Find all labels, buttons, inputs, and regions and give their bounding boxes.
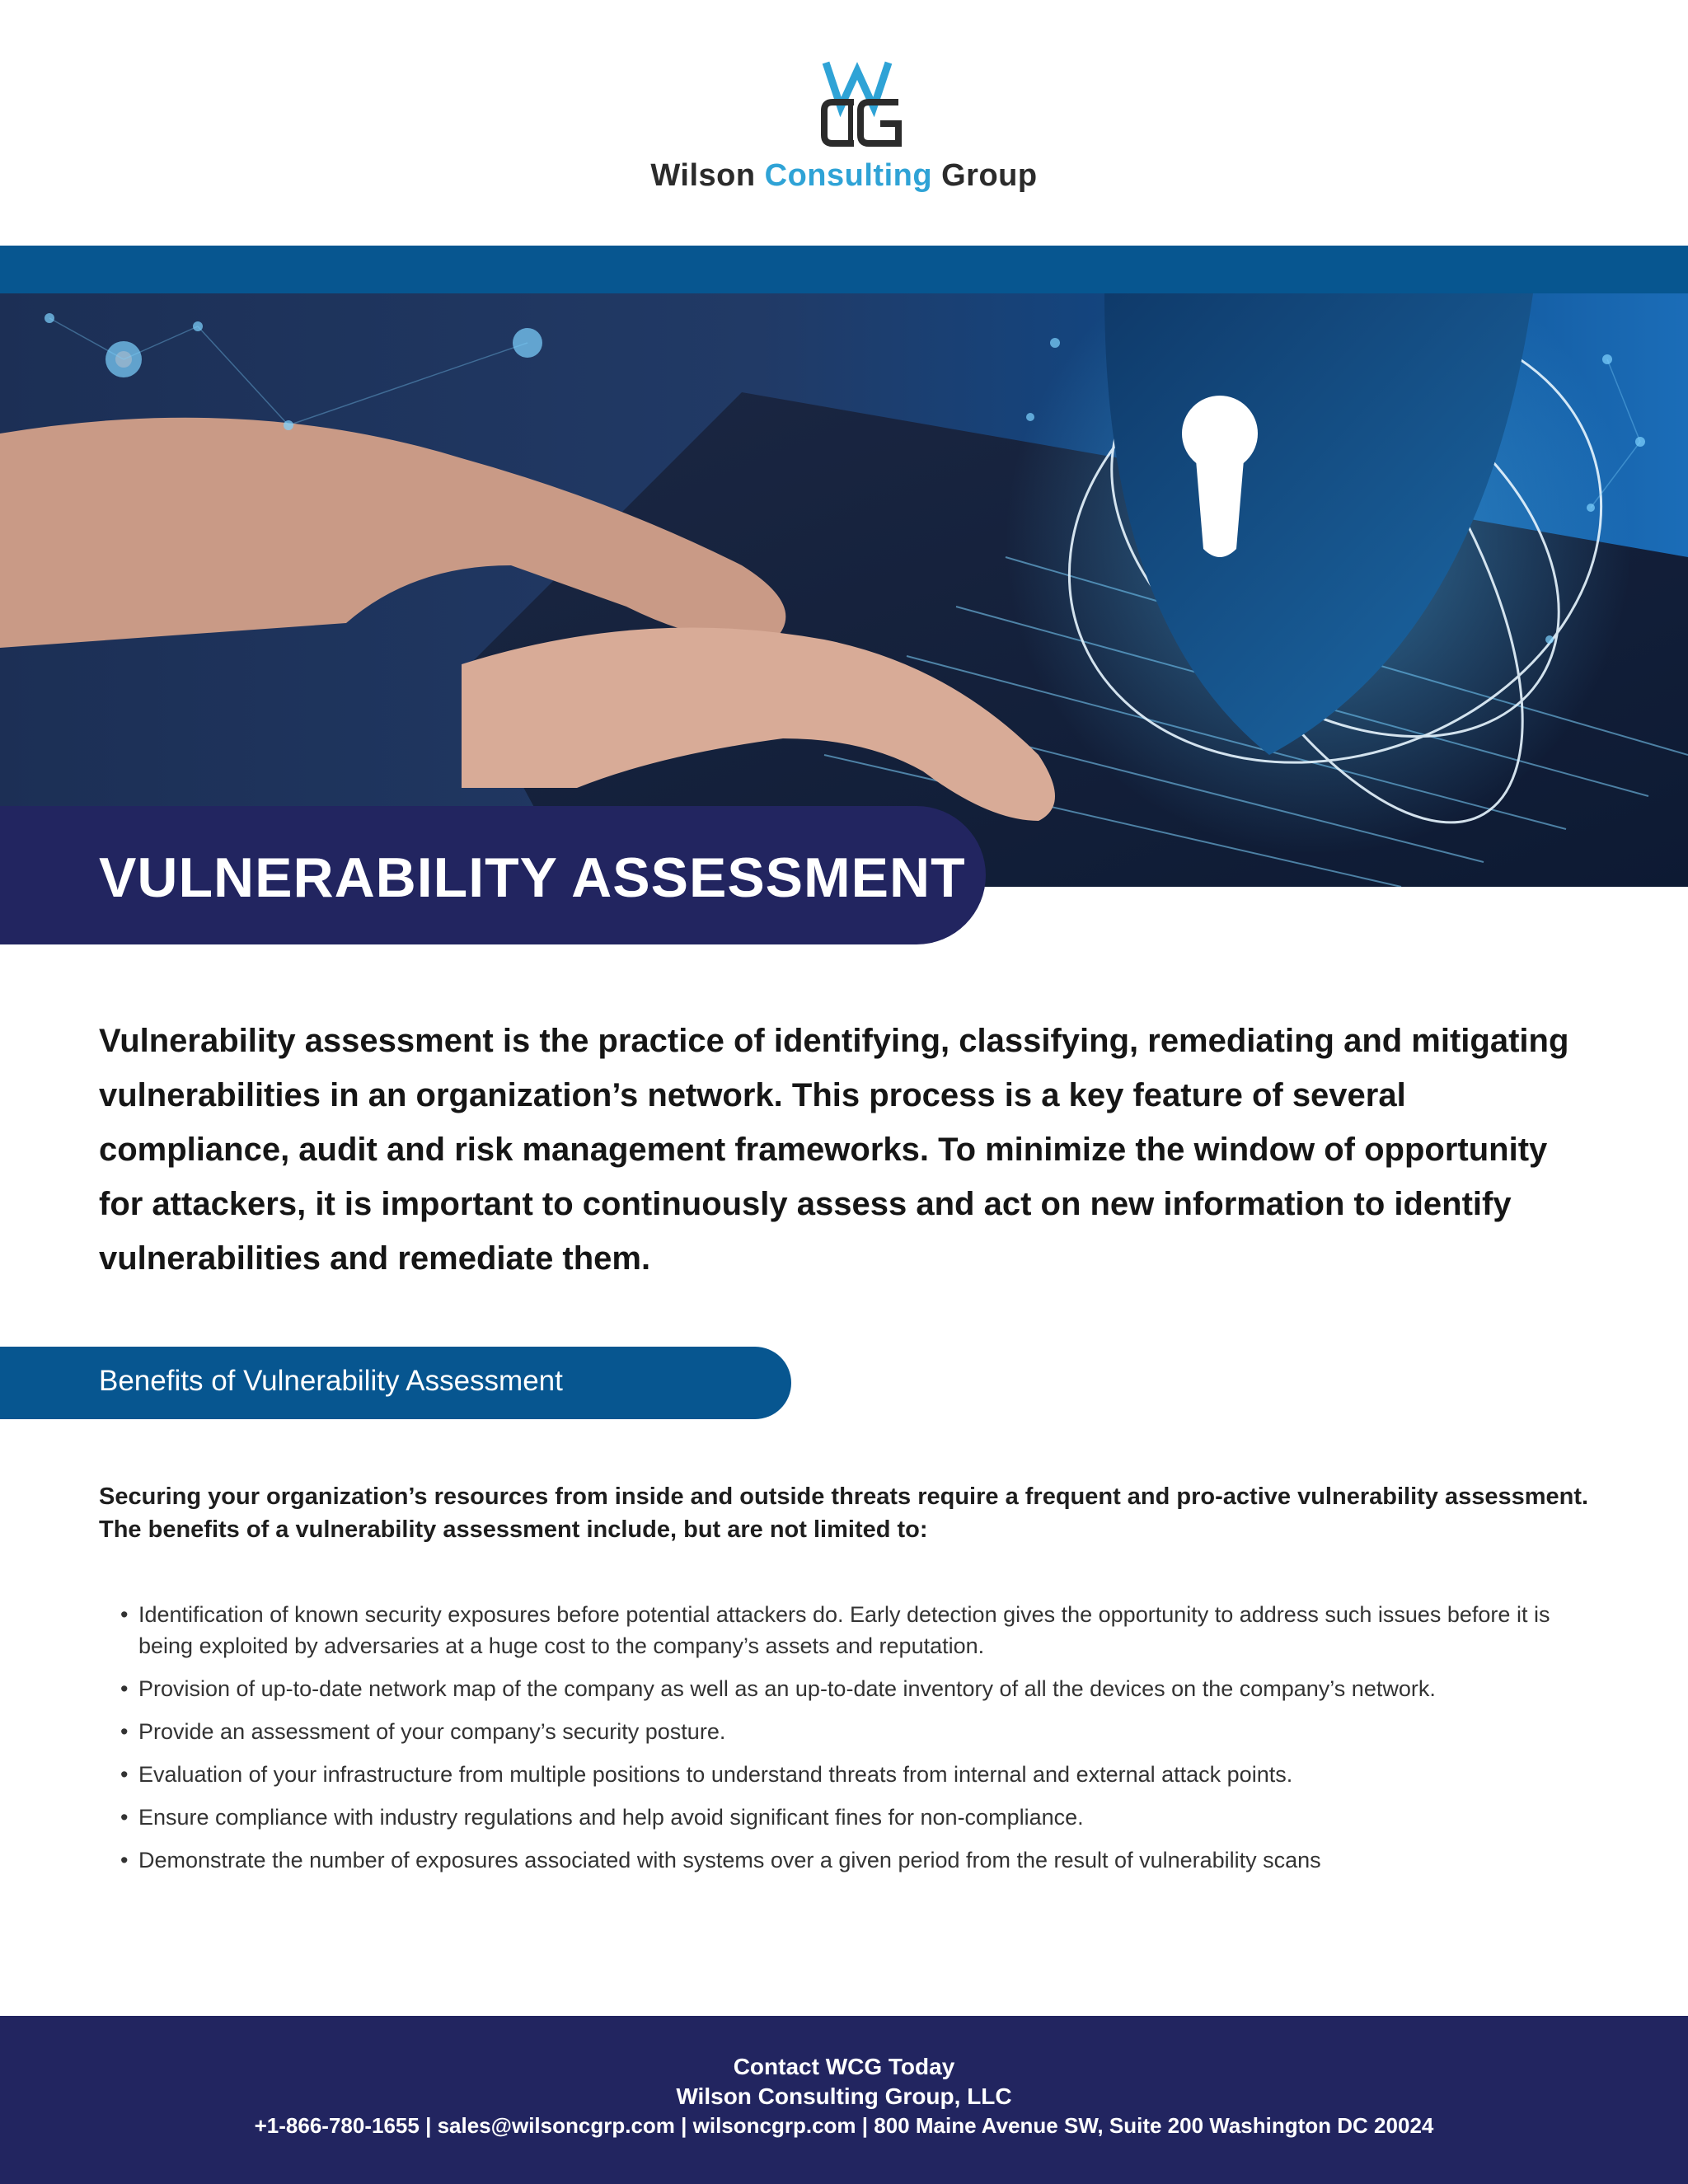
footer-company-name: Wilson Consulting Group, LLC [676,2083,1012,2109]
footer-contact-details: +1-866-780-1655 | sales@wilsoncgrp.com | wilsoncgrp.com | 800 Maine Avenue SW, Suite 200 Washington DC 20024 [254,2113,1434,2138]
list-item [120,1599,1554,1661]
list-item-text: Evaluation of your infrastructure from multiple positions to understand threats from internal and external attack points. [138,1762,1293,1787]
page-title: VULNERABILITY ASSESSMENT [99,846,966,909]
bullet-icon: • [120,1848,129,1872]
list-item-text: Provide an assessment of your company’s security posture. [138,1719,726,1744]
list-item-text: Identification of known security exposures before potential attackers do. Early detection gives the opportunity to address such issues before it is being exploited by adversaries at a huge cost to the company’s assets and reputation. [138,1602,1550,1658]
benefits-list [120,1599,1554,1887]
list-item [120,1759,1554,1790]
list-item [120,1844,1554,1876]
hero-image [0,293,1688,887]
company-name-part: Wilson [650,158,756,193]
company-name-part: Group [941,158,1038,193]
wcg-logo-icon [821,59,903,150]
header [0,0,1688,246]
banner-top-bar [0,246,1688,293]
bullet-icon: • [120,1805,129,1830]
benefits-lead-paragraph: Securing your organization’s resources from inside and outside threats require a frequent and pro-active vulnerability assessment. The benefits of a vulnerability assessment include, but are not limited to: [99,1483,1589,1543]
bullet-icon: • [120,1676,129,1701]
bullet-icon: • [120,1719,129,1744]
list-item-text: Provision of up-to-date network map of the company as well as an up-to-date inventory of all the devices on the company’s network. [138,1676,1436,1701]
list-item-text: Ensure compliance with industry regulations and help avoid significant fines for non-compliance. [138,1805,1084,1830]
intro-paragraph: Vulnerability assessment is the practice of identifying, classifying, remediating and mitigating vulnerabilities in an organization’s network. This process is a key feature of several compliance, audit and risk management frameworks. To minimize the window of opportunity for attackers, it is important to continuously assess and act on new information to identify vulnerabilities and remediate them. [99,1023,1569,1277]
company-name-accent: Consulting [764,158,933,193]
list-item [120,1716,1554,1747]
section-heading: Benefits of Vulnerability Assessment [99,1365,563,1397]
footer [0,2016,1688,2184]
list-item [120,1673,1554,1704]
bullet-icon: • [120,1602,129,1627]
footer-contact-heading: Contact WCG Today [733,2054,955,2079]
bullet-icon: • [120,1762,129,1787]
hero-illustration [0,293,1688,887]
list-item-text: Demonstrate the number of exposures associated with systems over a given period from the result of vulnerability scans [138,1848,1321,1872]
list-item [120,1802,1554,1833]
company-name [0,158,1688,194]
